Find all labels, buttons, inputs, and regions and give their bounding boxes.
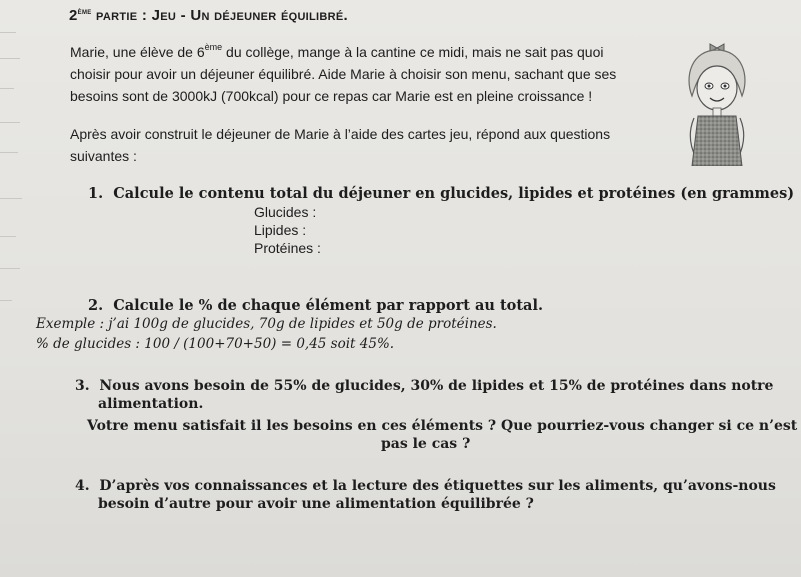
intro-line-1-b: du collège, mange à la cantine ce midi, mais ne sait pas quoi <box>222 44 604 60</box>
intro-line-1-sup: ème <box>204 42 223 52</box>
question-4 <box>75 478 776 494</box>
question-4-line-1: D’après vos connaissances et la lecture des étiquettes sur les aliments, qu’avons-nous <box>99 478 776 494</box>
title-sup: ème <box>77 6 92 16</box>
intro-line-5: suivantes : <box>70 148 137 164</box>
title-prefix: 2 <box>69 7 78 24</box>
question-3-line-3: Votre menu satisfait il les besoins en ces éléments ? Que pourriez-vous changer si ce n’est <box>87 418 798 434</box>
question-3-line-1: Nous avons besoin de 55% de glucides, 30% de lipides et 15% de protéines dans notre <box>99 378 774 394</box>
margin-lines <box>0 0 22 577</box>
example-line-2: % de glucides : 100 / (100+70+50) = 0,45 soit 45%. <box>36 336 395 352</box>
question-4-line-2: besoin d’autre pour avoir une alimentation équilibrée ? <box>98 496 534 512</box>
intro-line-2: choisir pour avoir un déjeuner équilibré. Aide Marie à choisir son menu, sachant que ses <box>70 66 617 82</box>
intro-line-1 <box>70 42 604 63</box>
question-1-number: 1. <box>88 185 104 202</box>
question-1-text: Calcule le contenu total du déjeuner en glucides, lipides et protéines (en grammes) <box>113 185 795 202</box>
title-text: partie : Jeu - Un déjeuner équilibré. <box>91 7 349 24</box>
girl-illustration <box>676 36 758 166</box>
intro-line-3: besoins sont de 3000kJ (700kcal) pour ce repas car Marie est en pleine croissance ! <box>70 88 593 104</box>
question-2-text: Calcule le % de chaque élément par rapport au total. <box>113 297 543 314</box>
answer-proteines: Protéines : <box>254 240 321 256</box>
answer-glucides: Glucides : <box>254 204 317 220</box>
question-3-number: 3. <box>75 378 90 394</box>
section-title <box>69 6 348 24</box>
intro-line-4: Après avoir construit le déjeuner de Marie à l’aide des cartes jeu, répond aux questions <box>70 126 611 142</box>
intro-line-1-a: Marie, une élève de 6 <box>70 44 205 60</box>
question-4-number: 4. <box>75 478 90 494</box>
question-3-line-4: pas le cas ? <box>381 436 471 452</box>
answer-lipides: Lipides : <box>254 222 307 238</box>
question-2-number: 2. <box>88 297 104 314</box>
question-3 <box>75 378 773 394</box>
question-3-line-2: alimentation. <box>98 396 204 412</box>
question-1 <box>88 185 794 202</box>
question-2 <box>88 297 543 314</box>
example-line-1: Exemple : j’ai 100g de glucides, 70g de lipides et 50g de protéines. <box>36 316 497 332</box>
